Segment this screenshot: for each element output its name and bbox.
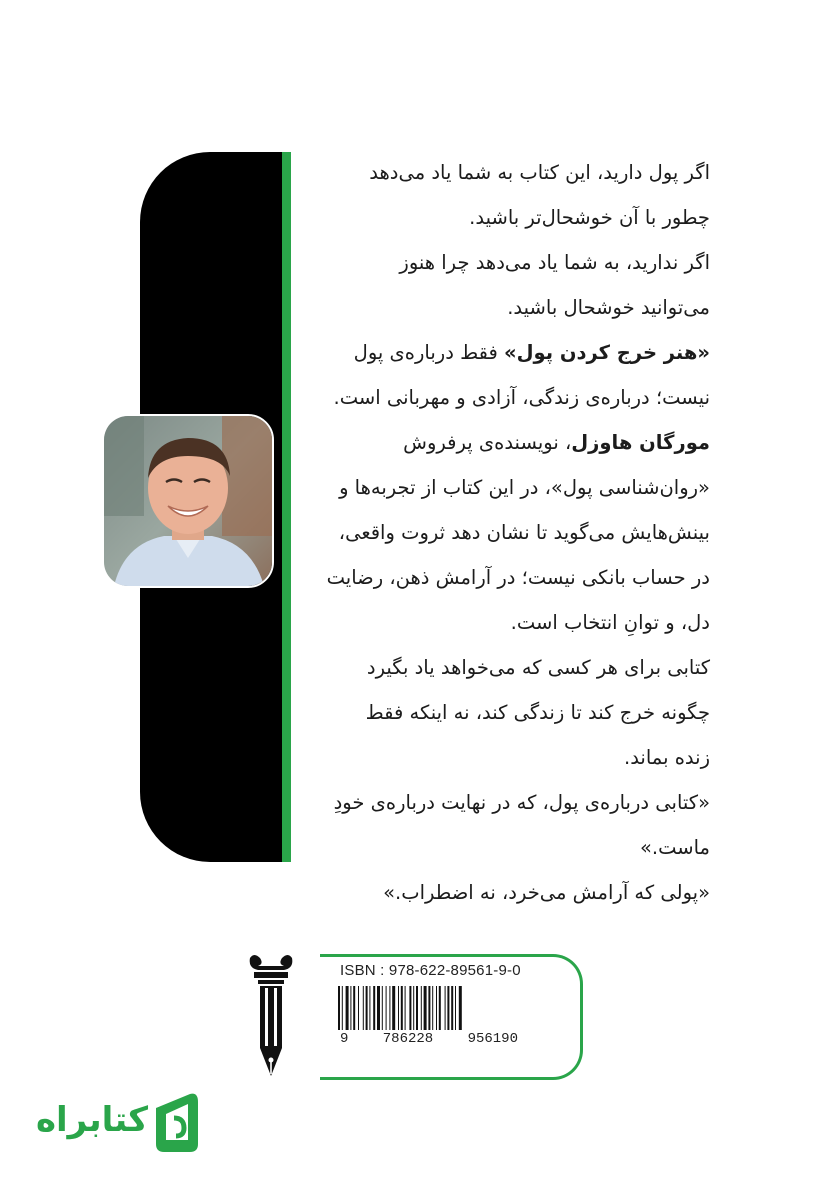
blurb-line: در حساب بانکی نیست؛ در آرامش ذهن، رضایت [326,566,710,589]
barcode-bar [377,986,380,1030]
barcode-bar [439,986,441,1030]
blurb-line: بینش‌هایش می‌گوید تا نشان دهد ثروت واقعی، [338,521,710,544]
author-name: مورگان هاوزل [571,431,710,454]
blurb-text: فقط درباره‌ی پول [353,341,504,364]
barcode-bar [421,986,422,1030]
barcode-digits [340,1031,518,1047]
publisher-column-icon [248,952,294,1084]
book-title: «هنر خرج کردن پول» [504,341,710,364]
blurb-line: نیست؛ درباره‌ی زندگی، آزادی و مهربانی است. [333,386,710,409]
barcode-bar [353,986,355,1030]
barcode-bar [382,986,383,1030]
blurb-line: زنده بماند. [624,746,710,769]
barcode-digit-first: 9 [340,1031,349,1047]
isbn-label: ISBN : 978-622-89561-9-0 [340,962,521,979]
barcode-bar [389,986,390,1030]
barcode-bar [366,986,368,1030]
barcode-bar [398,986,399,1030]
barcode-bar [445,986,446,1030]
barcode-bar [451,986,453,1030]
barcode-bar [432,986,433,1030]
blurb-line [300,330,710,375]
blurb-line: اگر پول دارید، این کتاب به شما یاد می‌دهد [369,161,710,184]
ketabrah-wordmark: کتابراه [35,1100,148,1140]
barcode-bar [405,986,406,1030]
barcode-bar [363,986,364,1030]
barcode-bar [338,986,340,1030]
barcode-bar [455,986,456,1030]
blurb-line: چطور با آن خوشحال‌تر باشید. [469,206,710,229]
barcode-digits-middle: 786228 [382,1031,434,1047]
barcode-bar [409,986,411,1030]
author-photo [102,414,274,588]
blurb-line: اگر ندارید، به شما یاد می‌دهد چرا هنوز [399,251,710,274]
blurb-line: می‌توانید خوشحال باشید. [507,296,710,319]
barcode-digits-last: 956190 [467,1031,518,1047]
blurb-line: ماست.» [639,836,710,859]
blurb-text: ، نویسنده‌ی پرفروش [403,431,572,454]
blurb-line: چگونه خرج کند تا زندگی کند، نه اینکه فقط [365,701,710,724]
blurb-line: «پولی که آرامش می‌خرد، نه اضطراب.» [383,881,710,904]
barcode-bar [436,986,437,1030]
barcode-bar [369,986,370,1030]
barcode-bar [346,986,349,1030]
barcode-bar [358,986,359,1030]
barcode-bar [447,986,449,1030]
blurb-line: «روان‌شناسی پول»، در این کتاب از تجربه‌ها و [339,476,710,499]
blurb-line: دل، و توانِ انتخاب است. [510,611,710,634]
barcode-bar [373,986,375,1030]
ketabrah-logo-icon [150,1090,212,1160]
barcode-bar [350,986,351,1030]
barcode-bar [342,986,343,1030]
barcode-bar [428,986,430,1030]
barcode-bar [413,986,414,1030]
barcode [338,986,520,1036]
blurb-line: کتابی برای هر کسی که می‌خواهد یاد بگیرد [366,656,710,679]
barcode-bar [401,986,403,1030]
back-cover-blurb [300,150,710,915]
barcode-bar [386,986,387,1030]
barcode-bar [424,986,427,1030]
blurb-line [300,420,710,465]
barcode-bar [459,986,462,1030]
blurb-line: «کتابی درباره‌ی پول، که در نهایت درباره‌ی خودِ [333,791,710,814]
cover-green-strip [282,152,291,862]
barcode-bar [416,986,418,1030]
barcode-bar [392,986,395,1030]
